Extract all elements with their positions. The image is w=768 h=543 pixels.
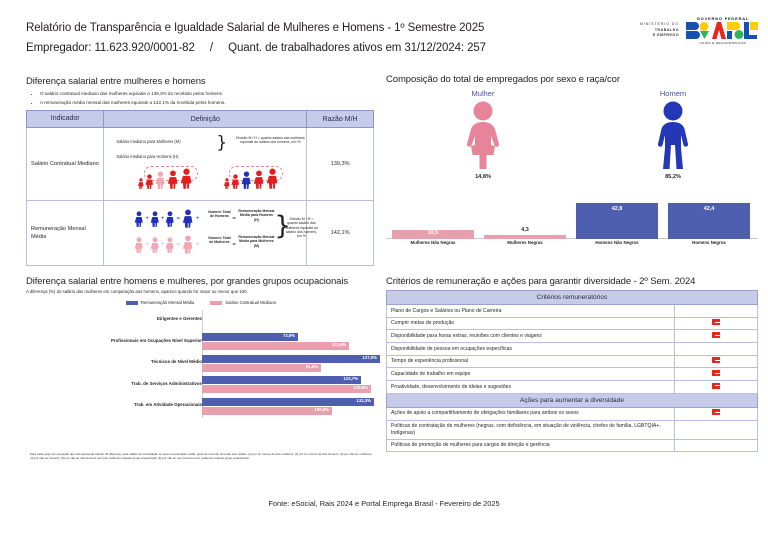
bar-value: 113,4%	[331, 342, 346, 348]
criteria-label: Disponibilidade para horas extras, reuniões com clientes e viagens	[387, 330, 675, 343]
men-avg-label: Remuneração Mensal Média para Homens (H)	[238, 209, 275, 222]
table-row	[387, 343, 758, 356]
person-icon	[167, 170, 179, 189]
criteria-label: Políticas de promoção de mulheres para cargos de direção e gerência	[387, 439, 675, 452]
salary-gap-bullets	[26, 90, 376, 106]
occupational-chart-section	[26, 276, 376, 418]
criteria-title: Critérios de remuneração e ações para garantir diversidade - 2º Sem. 2024	[386, 276, 696, 287]
bar-category: Mulheres Não Negras	[410, 240, 456, 245]
person-icon	[241, 171, 252, 189]
men-label: Homem	[659, 89, 687, 98]
men-figure-group	[618, 89, 728, 180]
plus-icon: +	[160, 215, 165, 222]
woman-icon	[428, 101, 538, 174]
legend-item-salario	[210, 300, 276, 305]
person-icon	[134, 211, 144, 227]
men-formula-row	[134, 209, 199, 228]
person-icon	[181, 209, 195, 228]
occupational-plot	[26, 310, 376, 418]
criteria-label: Proatividade, desenvolvimento de ideias e sugestões	[387, 381, 675, 394]
people-row-men	[224, 168, 279, 189]
women-total-label: Número Total de Mulheres	[208, 236, 231, 245]
chart-row-dirigentes	[26, 310, 376, 332]
criteria-label: Plano de Cargos e Salários ou Plano de Carreira	[387, 305, 675, 318]
employer-line	[26, 42, 626, 55]
criteria-label: Tempo de experiência profissional	[387, 355, 675, 368]
composition-title: Composição do total de empregados por sexo e raça/cor	[386, 74, 620, 85]
plus-icon: +	[160, 241, 165, 248]
women-figure-group	[428, 89, 538, 180]
table-row	[387, 305, 758, 318]
bar-salario	[202, 407, 332, 415]
chart-row-tecnicos	[26, 353, 376, 375]
col-definicao: Definição	[104, 111, 307, 128]
ministry-line-1: MINISTÉRIO DO	[639, 22, 679, 27]
men-total-label: Número Total de Homens	[208, 210, 231, 219]
criteria-section-2-header: Ações para aumentar a diversidade	[387, 393, 758, 407]
occupational-subtitle: A diferença (%) do salário das mulheres em comparação aos homens, aparece quando for maior ou menor que 100.	[26, 289, 248, 294]
person-icon	[180, 168, 193, 189]
occupational-footnote: Para cada grupo de ocupação que não apresenta cálculo da diferença, para salário de contratação ou para remuneração média, pode ter ocorrido uma das seis razões: (1) por ter menos de três mulheres; (2) por ter menos de três homens; (3) por não ter mulheres; (4) por não ter homens; (5) por não ter três homens nem três mulheres naquele grupo ocupacional; (6) por não ter nem homens nem mulheres naquele grupo ocupacional.	[30, 452, 372, 461]
bar-salario	[202, 364, 321, 372]
list-item: • A remuneração média mensal das mulheres equivale a 142,1% da recebida pelos homens.	[40, 99, 376, 106]
criteria-label: Capacidade de trabalho em equipe	[387, 368, 675, 381]
person-icon	[150, 237, 160, 253]
table-header-row	[387, 291, 758, 305]
bar-value: 4,3	[521, 227, 529, 233]
race-composition-chart	[386, 192, 758, 250]
person-icon	[181, 235, 195, 254]
page-title: Relatório de Transparência e Igualdade Salarial de Mulheres e Homens - 1º Semestre 2025	[26, 22, 485, 34]
table-row	[387, 330, 758, 343]
bar-salario	[202, 342, 349, 350]
brace-icon: }	[274, 211, 291, 241]
check-mark-icon	[712, 331, 720, 339]
bar-mulheres-nao-negras	[392, 230, 474, 245]
criteria-section	[386, 276, 758, 287]
person-icon	[150, 211, 160, 227]
report-header	[26, 22, 626, 55]
plus-icon: +	[195, 241, 200, 248]
equals-icon: =	[232, 216, 236, 222]
ministry-text	[640, 22, 679, 38]
indicator-definition	[104, 128, 307, 201]
bar-category: Trab. de Serviços Administrativos	[131, 380, 202, 386]
criteria-mark-cell	[675, 343, 758, 356]
table-header-row	[387, 393, 758, 407]
def-note: Divisão M / H = quanto salário das mulheres equivale ao salário dos homens, em %	[236, 136, 305, 145]
salary-gap-section	[26, 76, 376, 107]
table-row	[387, 368, 758, 381]
check-mark-icon	[712, 318, 720, 326]
legend-item-remuneracao	[126, 300, 195, 305]
table-row	[387, 420, 758, 439]
table-row	[387, 355, 758, 368]
person-icon	[253, 170, 265, 189]
federal-government-label: GOVERNO FEDERAL	[696, 16, 750, 21]
criteria-label: Cumprir metas de produção	[387, 317, 675, 330]
plus-icon: +	[195, 215, 200, 222]
indicator-name: Salário Contratual Mediano	[27, 128, 104, 201]
women-formula-row	[134, 235, 199, 254]
person-icon	[266, 168, 279, 189]
people-row-women	[138, 168, 193, 189]
bar-value: 10,5	[427, 230, 439, 236]
person-icon	[224, 178, 230, 189]
plus-icon: +	[145, 215, 149, 222]
active-workers-label: Quant. de trabalhadores ativos em 31/12/2024: 257	[228, 42, 486, 54]
check-mark-icon	[712, 382, 720, 390]
bar-remuneracao	[202, 376, 361, 384]
brasil-brand	[686, 16, 760, 45]
brasil-tagline: UNIÃO E RECONSTRUÇÃO	[699, 40, 747, 45]
person-icon	[138, 178, 144, 189]
composition-section	[386, 74, 758, 195]
ministry-line-2: TRABALHO	[654, 27, 679, 32]
def-note: Divisão M / H = quanto salário das mulheres equivale ao salário dos homens, em %	[284, 217, 319, 239]
bar-value: 132,3%	[356, 397, 371, 403]
men-percentage: 85,2%	[665, 174, 681, 180]
definition-diagram-median	[108, 130, 305, 198]
person-icon	[231, 174, 240, 189]
ratio-value: 142,1%	[307, 201, 374, 266]
chart-legend	[26, 300, 376, 305]
table-row	[27, 128, 374, 201]
criteria-label: Ações de apoio a compartilhamento de obrigações familiares para ambos os sexos	[387, 407, 675, 420]
person-icon	[134, 237, 144, 253]
bar-salario	[202, 385, 371, 393]
brace-icon: }	[216, 133, 228, 153]
legend-swatch-icon	[210, 301, 222, 305]
indicators-table	[26, 110, 374, 266]
criteria-mark-cell	[675, 317, 758, 330]
separator: /	[209, 42, 213, 54]
legend-swatch-icon	[126, 301, 138, 305]
table-row	[27, 201, 374, 266]
criteria-mark-cell	[675, 330, 758, 343]
table-row	[387, 317, 758, 330]
person-icon	[165, 211, 175, 227]
person-icon	[145, 174, 154, 189]
chart-row-profissionais	[26, 332, 376, 354]
col-indicador: Indicador	[27, 111, 104, 128]
bar-remuneracao	[202, 355, 380, 363]
bar-value: 129,8%	[353, 385, 368, 391]
bar-category: Profissionais em Ocupações Nível Superior	[110, 337, 202, 343]
table-header-row	[27, 111, 374, 128]
check-mark-icon	[712, 408, 720, 416]
bar-category: Técnicos de Nível Médio	[151, 359, 202, 364]
def-line-2: Salário mediano para Homens (H)	[116, 154, 179, 159]
women-label: Mulher	[471, 89, 495, 98]
women-percentage: 14,8%	[475, 174, 491, 180]
man-icon	[618, 101, 728, 174]
employer-label: Empregador: 11.623.920/0001-82	[26, 42, 195, 54]
indicator-name: Remuneração Mensal Média	[27, 201, 104, 266]
table-row	[387, 381, 758, 394]
criteria-mark-cell	[675, 420, 758, 439]
criteria-section-1-header: Critérios remuneratórios	[387, 291, 758, 305]
bar-homens-nao-negros	[576, 203, 658, 245]
equals-icon: =	[176, 241, 180, 248]
criteria-label: Políticas de contratação de mulheres (negras, com deficiência, em situação de violência, chefes de família, LGBTQIA+, Indígenas)	[387, 420, 675, 439]
bar-value: 73,9%	[282, 333, 295, 339]
criteria-mark-cell	[675, 407, 758, 420]
person-icon	[165, 237, 175, 253]
bar-remuneracao	[202, 398, 374, 406]
criteria-mark-cell	[675, 439, 758, 452]
col-razao: Razão M/H	[307, 111, 374, 128]
bar-homens-negros	[668, 203, 750, 245]
occupational-title: Diferença salarial entre homens e mulheres, por grandes grupos ocupacionais	[26, 276, 349, 287]
equals-icon: =	[232, 242, 236, 248]
bar-value: 91,5%	[305, 363, 318, 369]
government-logo	[640, 16, 760, 45]
salary-gap-title: Diferença salarial entre mulheres e homens	[26, 76, 206, 87]
bar-value: 122,7%	[343, 376, 358, 382]
criteria-table	[386, 290, 758, 452]
criteria-mark-cell	[675, 368, 758, 381]
brasil-logo-icon	[686, 22, 760, 39]
definition-diagram-average	[108, 203, 319, 263]
bar-category: Dirigentes e Gerentes	[156, 316, 202, 321]
chart-row-operacionais	[26, 396, 376, 418]
bar-mulheres-negras	[484, 227, 566, 245]
women-avg-label: Remuneração Mensal Média para Mulheres (M)	[238, 235, 275, 248]
bar-value: 100,0%	[314, 406, 329, 412]
list-item: • O salário contratual mediano das mulheres equivale a 139,3% do recebido pelos homens.	[40, 90, 376, 97]
plus-icon: +	[145, 241, 149, 248]
equals-icon: =	[176, 215, 180, 222]
legend-label: Remuneração Mensal Média	[140, 300, 195, 305]
check-mark-icon	[712, 369, 720, 377]
chart-row-administrativos	[26, 375, 376, 397]
bar-value: 42,8	[611, 206, 623, 212]
source-footer: Fonte: eSocial, Rais 2024 e Portal Emprega Brasil - Fevereiro de 2025	[268, 499, 500, 508]
bar-category: Homens Negros	[692, 240, 726, 245]
ministry-line-3: E EMPREGO	[652, 32, 679, 37]
check-mark-icon	[712, 356, 720, 364]
def-line-1: Salário mediano para Mulheres (M)	[116, 139, 181, 144]
person-icon	[155, 171, 166, 189]
bar-value: 137,0%	[362, 354, 377, 360]
criteria-mark-cell	[675, 355, 758, 368]
bar-category: Trab. em Atividade Operacionais	[134, 402, 202, 407]
bar-category: Mulheres Negras	[507, 240, 543, 245]
criteria-label: Disponibilidade de pessoa em ocupações específicas	[387, 343, 675, 356]
bar-category: Homens Não Negros	[595, 240, 639, 245]
table-row	[387, 407, 758, 420]
legend-label: Salário Contratual Mediano	[225, 300, 277, 305]
indicator-definition	[104, 201, 319, 266]
table-row	[387, 439, 758, 452]
ratio-value: 139,3%	[307, 128, 374, 201]
bar-remuneracao	[202, 333, 298, 341]
bar-value: 42,4	[703, 206, 715, 212]
criteria-mark-cell	[675, 305, 758, 318]
criteria-mark-cell	[675, 381, 758, 394]
